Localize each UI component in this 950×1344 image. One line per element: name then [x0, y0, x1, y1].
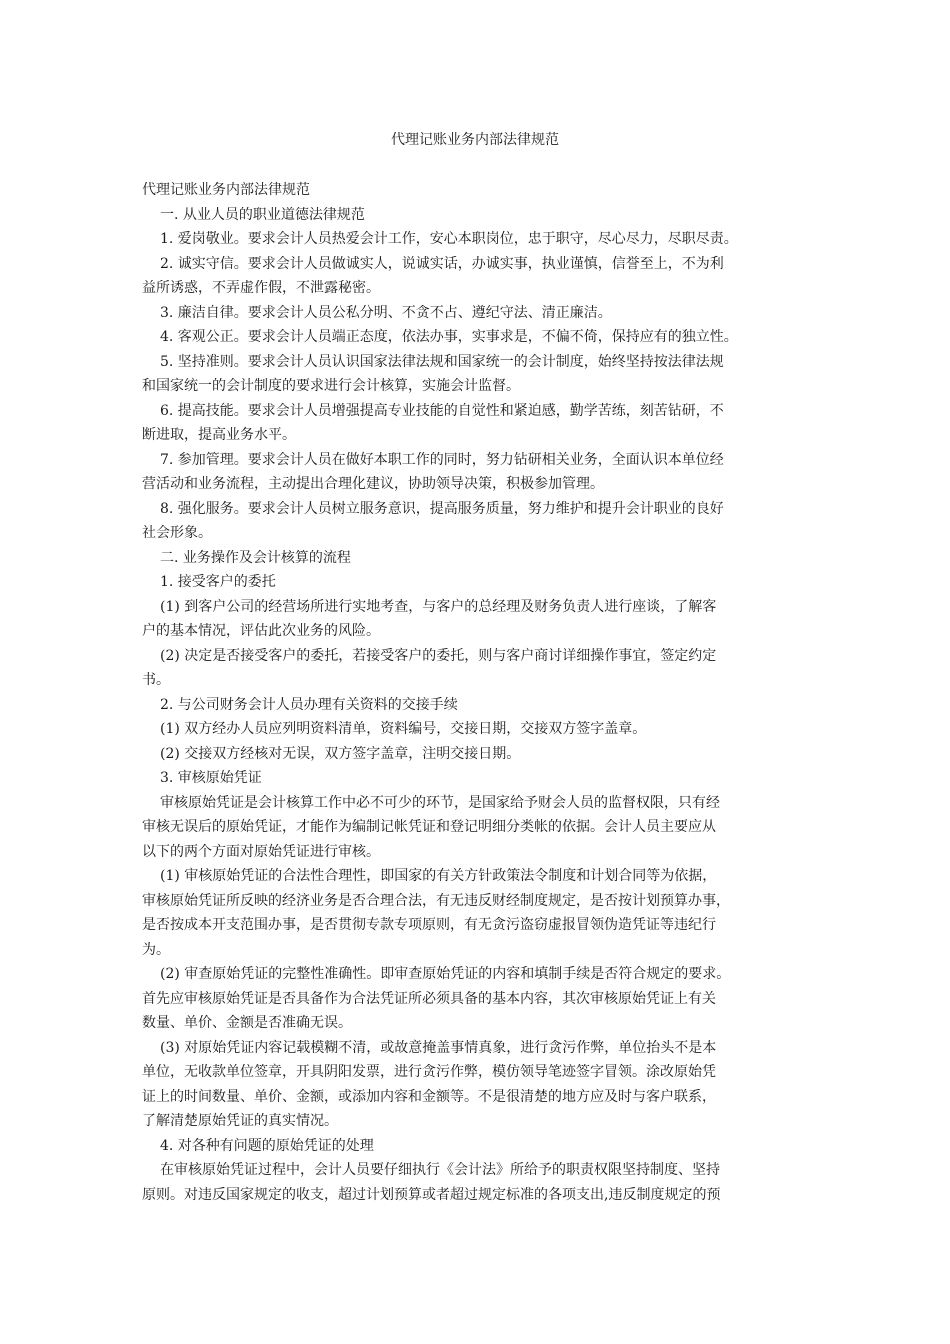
paragraph-line: 为。 [142, 941, 170, 958]
paragraph-line: 断进取，提高业务水平。 [142, 427, 296, 443]
subsection-heading: 2. 与公司财务会计人员办理有关资料的交接手续 [160, 696, 458, 713]
page-title: 代理记账业务内部法律规范 [391, 132, 559, 148]
paragraph-line: 审核无误后的原始凭证，才能作为编制记帐凭证和登记明细分类帐的依据。会计人员主要应从 [142, 819, 716, 835]
paragraph-line: 营活动和业务流程，主动提出合理化建议，协助领导决策，积极参加管理。 [142, 476, 604, 492]
body-heading: 代理记账业务内部法律规范 [142, 182, 310, 198]
paragraph-line: 1. 爱岗敬业。要求会计人员热爱会计工作，安心本职岗位，忠于职守，尽心尽力，尽职尽责。 [160, 231, 738, 247]
paragraph-line: 数量、单价、金额是否准确无误。 [142, 1015, 352, 1031]
paragraph-line: 审核原始凭证所反映的经济业务是否合理合法，有无违反财经制度规定，是否按计划预算办事， [142, 892, 730, 909]
paragraph-line: 在审核原始凭证过程中，会计人员要仔细执行《会计法》所给予的职责权限坚持制度、坚持 [160, 1162, 720, 1178]
paragraph-line: 单位，无收款单位签章，开具阴阳发票，进行贪污作弊，模仿领导笔迹签字冒领。涂改原始凭 [142, 1064, 716, 1080]
paragraph-line: 书。 [142, 672, 170, 688]
paragraph-line: 益所诱惑，不弄虚作假，不泄露秘密。 [142, 280, 380, 296]
paragraph-line: 6. 提高技能。要求会计人员增强提高专业技能的自觉性和紧迫感，勤学苦练，刻苦钻研，不 [160, 402, 724, 419]
paragraph-line: 8. 强化服务。要求会计人员树立服务意识，提高服务质量，努力维护和提升会计职业的良好 [160, 500, 724, 517]
paragraph-line: 2. 诚实守信。要求会计人员做诚实人，说诚实话，办诚实事，执业谨慎，信誉至上，不为利 [160, 255, 724, 272]
subsection-heading: 3. 审核原始凭证 [160, 770, 262, 786]
paragraph-line: 户的基本情况，评估此次业务的风险。 [142, 623, 380, 639]
paragraph-line: 证上的时间数量、单价、金额，或添加内容和金额等。不是很清楚的地方应及时与客户联系， [142, 1088, 716, 1105]
document-body [142, 178, 828, 1207]
paragraph-line: (2) 决定是否接受客户的委托，若接受客户的委托，则与客户商讨详细操作事宜，签定约定 [160, 647, 717, 664]
paragraph-line: 是否按成本开支范围办事，是否贯彻专款专项原则，有无贪污盗窃虚报冒领伪造凭证等违纪行 [142, 917, 716, 933]
paragraph-line: 审核原始凭证是会计核算工作中必不可少的环节，是国家给予财会人员的监督权限，只有经 [160, 794, 720, 811]
paragraph-line: 原则。对违反国家规定的收支，超过计划预算或者超过规定标准的各项支出,违反制度规定的预 [142, 1186, 721, 1203]
paragraph-line: (1) 审核原始凭证的合法性合理性，即国家的有关方针政策法令制度和计划合同等为依据， [160, 868, 717, 884]
paragraph-line: (1) 到客户公司的经营场所进行实地考查，与客户的总经理及财务负责人进行座谈，了解客 [160, 598, 717, 615]
paragraph-line: 以下的两个方面对原始凭证进行审核。 [142, 843, 380, 860]
paragraph-line: (2) 审查原始凭证的完整性准确性。即审查原始凭证的内容和填制手续是否符合规定的要求。 [160, 966, 731, 982]
paragraph-line: (3) 对原始凭证内容记载模糊不清，或故意掩盖事情真象，进行贪污作弊，单位抬头不是本 [160, 1039, 717, 1056]
paragraph-line: 5. 坚持准则。要求会计人员认识国家法律法规和国家统一的会计制度，始终坚持按法律法规 [160, 353, 724, 370]
paragraph-line: (1) 双方经办人员应列明资料清单，资料编号，交接日期，交接双方签字盖章。 [160, 721, 647, 737]
paragraph-line: 7. 参加管理。要求会计人员在做好本职工作的同时，努力钻研相关业务，全面认识本单位经 [160, 451, 724, 468]
paragraph-line: 了解清楚原始凭证的真实情况。 [142, 1113, 338, 1129]
subsection-heading: 1. 接受客户的委托 [160, 574, 276, 590]
subsection-heading: 4. 对各种有问题的原始凭证的处理 [160, 1137, 374, 1154]
section-heading-2: 二. 业务操作及会计核算的流程 [160, 549, 351, 566]
paragraph-line: 3. 廉洁自律。要求会计人员公私分明、不贪不占、遵纪守法、清正廉洁。 [160, 304, 612, 321]
paragraph-line: 首先应审核原始凭证是否具备作为合法凭证所必须具备的基本内容，其次审核原始凭证上有关 [142, 990, 716, 1007]
section-heading-1: 一. 从业人员的职业道德法律规范 [160, 206, 365, 223]
paragraph-line: 和国家统一的会计制度的要求进行会计核算，实施会计监督。 [142, 378, 520, 394]
paragraph-line: 4. 客观公正。要求会计人员端正态度，依法办事，实事求是，不偏不倚，保持应有的独立性。 [160, 329, 738, 345]
paragraph-line: 社会形象。 [142, 525, 212, 541]
paragraph-line: (2) 交接双方经核对无误，双方签字盖章，注明交接日期。 [160, 745, 521, 762]
